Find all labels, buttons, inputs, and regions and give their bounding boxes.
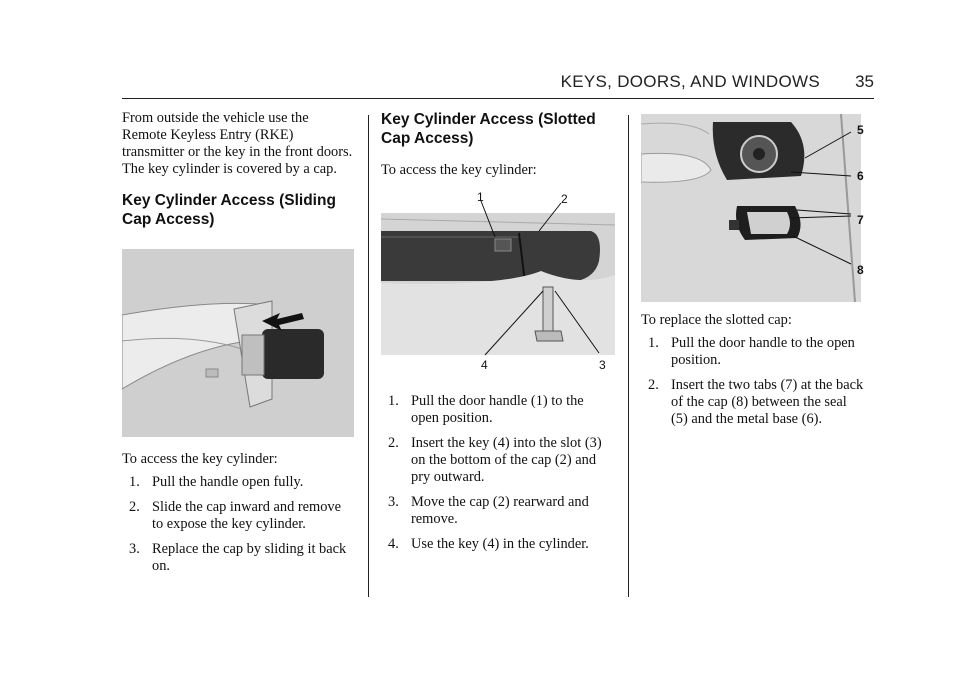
list-item: 2. Slide the cap inward and remove to expose the key cylinder. <box>129 499 342 532</box>
sliding-steps <box>122 474 354 575</box>
sliding-cap-figure <box>122 249 354 437</box>
list-item: 1. Pull the door handle (1) to the open position. <box>388 393 584 426</box>
list-item: 1. Pull the handle open fully. <box>129 474 304 490</box>
callout-1: 1 <box>477 191 484 204</box>
slotted-lead: To access the key cylinder: <box>381 162 537 178</box>
list-item: 3. Move the cap (2) rearward and remove. <box>388 494 589 527</box>
replace-cap-figure <box>641 114 875 302</box>
slotted-cap-figure <box>381 191 615 381</box>
column-1 <box>122 110 354 583</box>
callout-2: 2 <box>561 192 568 206</box>
list-item: 1. Pull the door handle to the open position. <box>648 335 855 368</box>
list-item: 2. Insert the two tabs (7) at the back of the cap (8) between the seal (5) and the metal base (6). <box>648 377 864 427</box>
column-divider-2 <box>628 115 629 597</box>
callout-8: 8 <box>857 263 864 277</box>
list-item: 4. Use the key (4) in the cylinder. <box>388 536 589 552</box>
intro-paragraph: From outside the vehicle use the Remote Keyless Entry (RKE) transmitter or the key in the front doors. The key cylinder is covered by a cap. <box>122 110 353 177</box>
list-item: 2. Insert the key (4) into the slot (3) on the bottom of the cap (2) and pry outward. <box>388 435 602 485</box>
callout-7: 7 <box>857 213 864 227</box>
list-item: 3. Replace the cap by sliding it back on. <box>129 541 347 574</box>
callout-6: 6 <box>857 169 864 183</box>
page-number: 35 <box>855 72 874 91</box>
replace-lead: To replace the slotted cap: <box>641 312 792 328</box>
section-heading-slotted: Key Cylinder Access (Slotted Cap Access) <box>381 111 596 147</box>
callout-5: 5 <box>857 123 864 137</box>
callout-3: 3 <box>599 358 606 372</box>
column-3 <box>641 114 875 436</box>
page-header <box>122 72 874 99</box>
column-2 <box>381 110 615 561</box>
replace-steps <box>641 335 867 428</box>
callout-4: 4 <box>481 358 488 372</box>
sliding-lead: To access the key cylinder: <box>122 451 278 467</box>
section-heading-sliding: Key Cylinder Access (Sliding Cap Access) <box>122 192 336 228</box>
slotted-steps <box>381 393 615 553</box>
column-divider-1 <box>368 115 369 597</box>
section-title: KEYS, DOORS, AND WINDOWS <box>560 72 820 91</box>
